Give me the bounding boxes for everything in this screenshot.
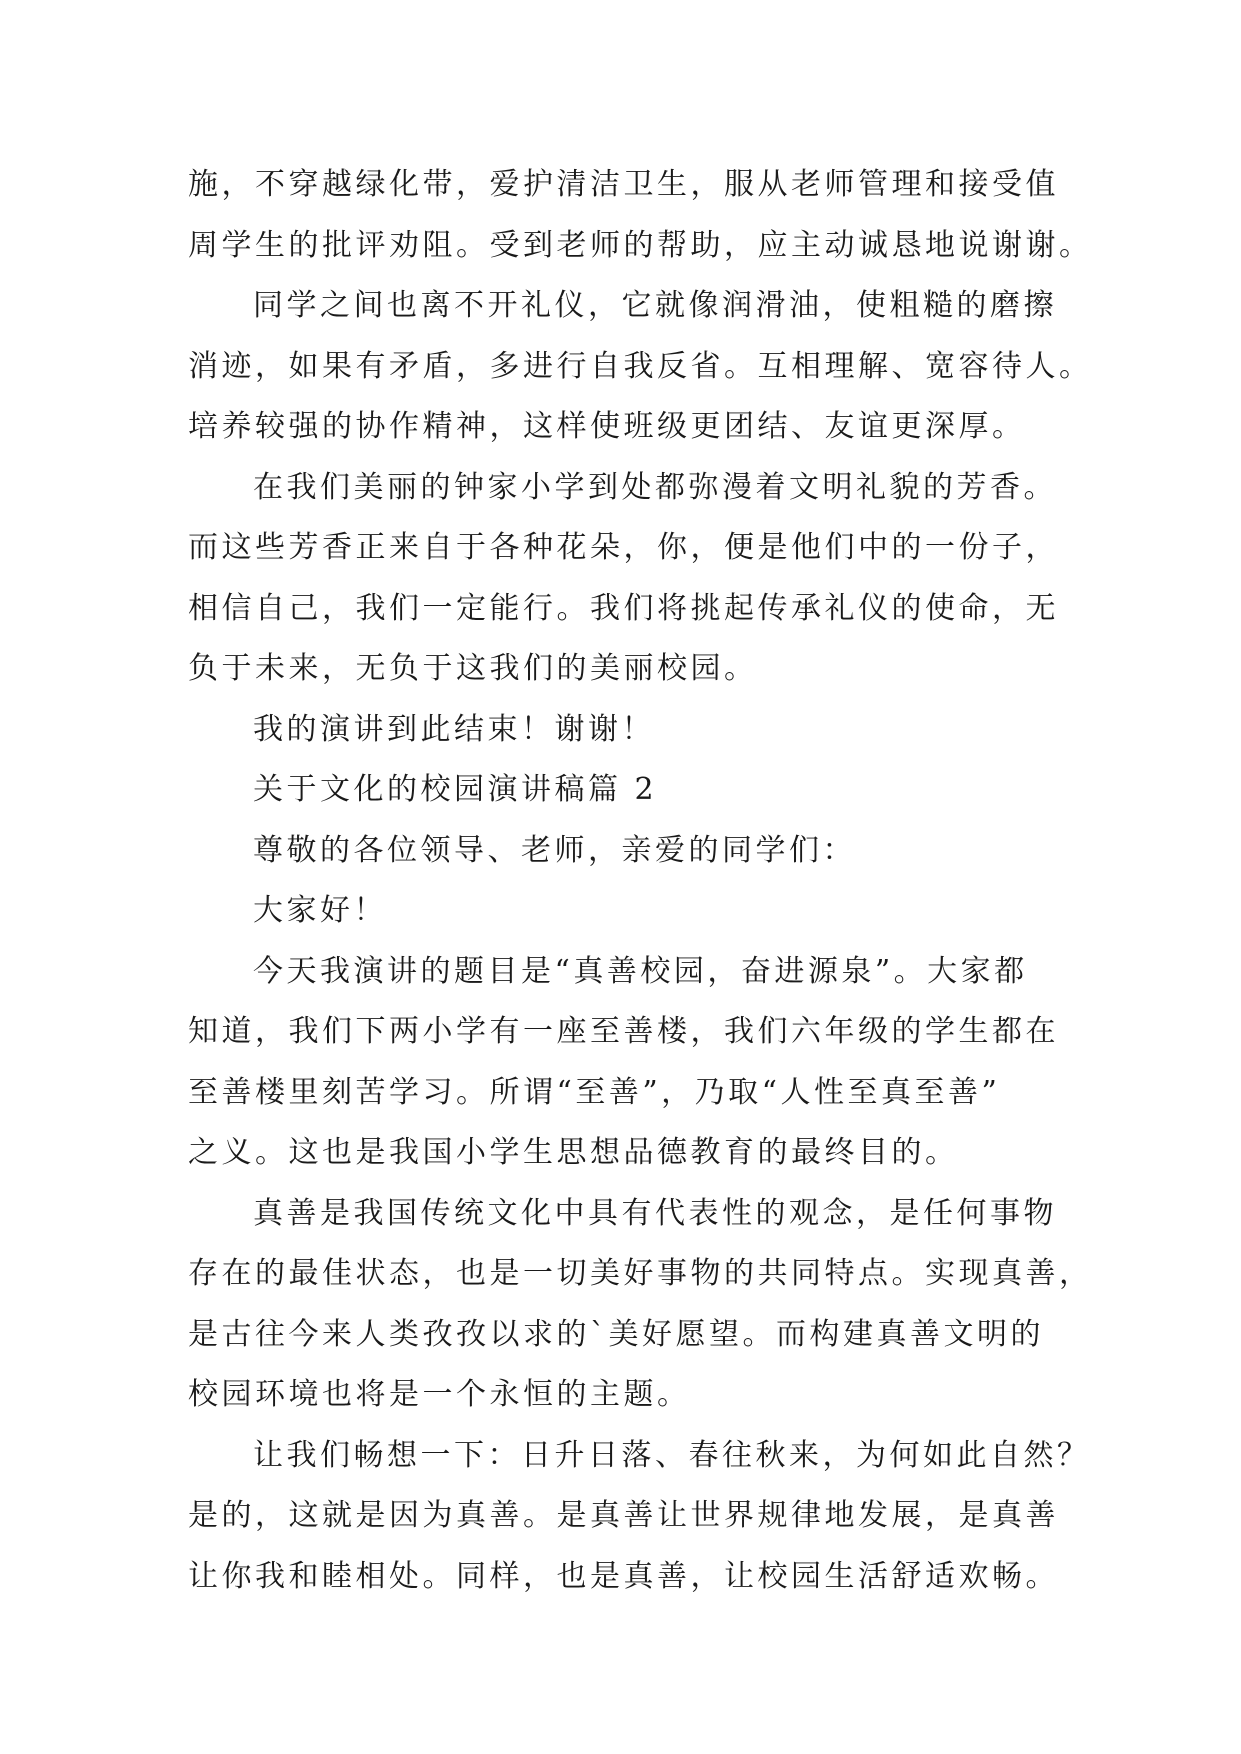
text-line: 消迹，如果有矛盾，多进行自我反省。互相理解、宽容待人。 xyxy=(188,348,1093,384)
document-body xyxy=(188,155,1093,1607)
text-line: 让你我和睦相处。同样，也是真善，让校园生活舒适欢畅。 xyxy=(188,1558,1059,1594)
text-line: 周学生的批评劝阻。受到老师的帮助，应主动诚恳地说谢谢。 xyxy=(188,227,1093,263)
paragraph-start-line: 真善是我国传统文化中具有代表性的观念，是任何事物 xyxy=(253,1195,1057,1231)
closing-line: 我的演讲到此结束！谢谢！ xyxy=(253,711,655,747)
text-line: 是的，这就是因为真善。是真善让世界规律地发展，是真善 xyxy=(188,1498,1059,1533)
text-line: 是古往今来人类孜孜以求的`美好愿望。而构建真善文明的 xyxy=(188,1316,1044,1352)
section-title: 关于文化的校园演讲稿篇 2 xyxy=(253,772,658,807)
text-line: 之义。这也是我国小学生思想品德教育的最终目的。 xyxy=(188,1135,959,1170)
paragraph-start-line: 让我们畅想一下：日升日落、春往秋来，为何如此自然？ xyxy=(253,1437,1091,1473)
text-line: 校园环境也将是一个永恒的主题。 xyxy=(188,1377,691,1412)
paragraph-start-line: 今天我演讲的题目是“真善校园，奋进源泉”。大家都 xyxy=(253,953,1028,989)
text-line: 施，不穿越绿化带，爱护清洁卫生，服从老师管理和接受值 xyxy=(188,167,1059,202)
text-line: 存在的最佳状态，也是一切美好事物的共同特点。实现真善， xyxy=(188,1256,1093,1291)
text-line: 而这些芳香正来自于各种花朵，你，便是他们中的一份子， xyxy=(188,530,1059,565)
text-line: 至善楼里刻苦学习。所谓“至善”，乃取“人性至真至善” xyxy=(188,1074,1001,1110)
text-line: 培养较强的协作精神，这样使班级更团结、友谊更深厚。 xyxy=(188,409,1026,444)
greeting: 大家好！ xyxy=(253,893,387,928)
text-line: 负于未来，无负于这我们的美丽校园。 xyxy=(188,651,758,686)
salutation: 尊敬的各位领导、老师，亲爱的同学们： xyxy=(253,832,856,868)
paragraph-start-line: 同学之间也离不开礼仪，它就像润滑油，使粗糙的磨擦 xyxy=(253,288,1057,323)
paragraph-start-line: 在我们美丽的钟家小学到处都弥漫着文明礼貌的芳香。 xyxy=(253,469,1057,505)
text-line: 知道，我们下两小学有一座至善楼，我们六年级的学生都在 xyxy=(188,1014,1059,1049)
text-line: 相信自己，我们一定能行。我们将挑起传承礼仪的使命，无 xyxy=(188,590,1059,626)
